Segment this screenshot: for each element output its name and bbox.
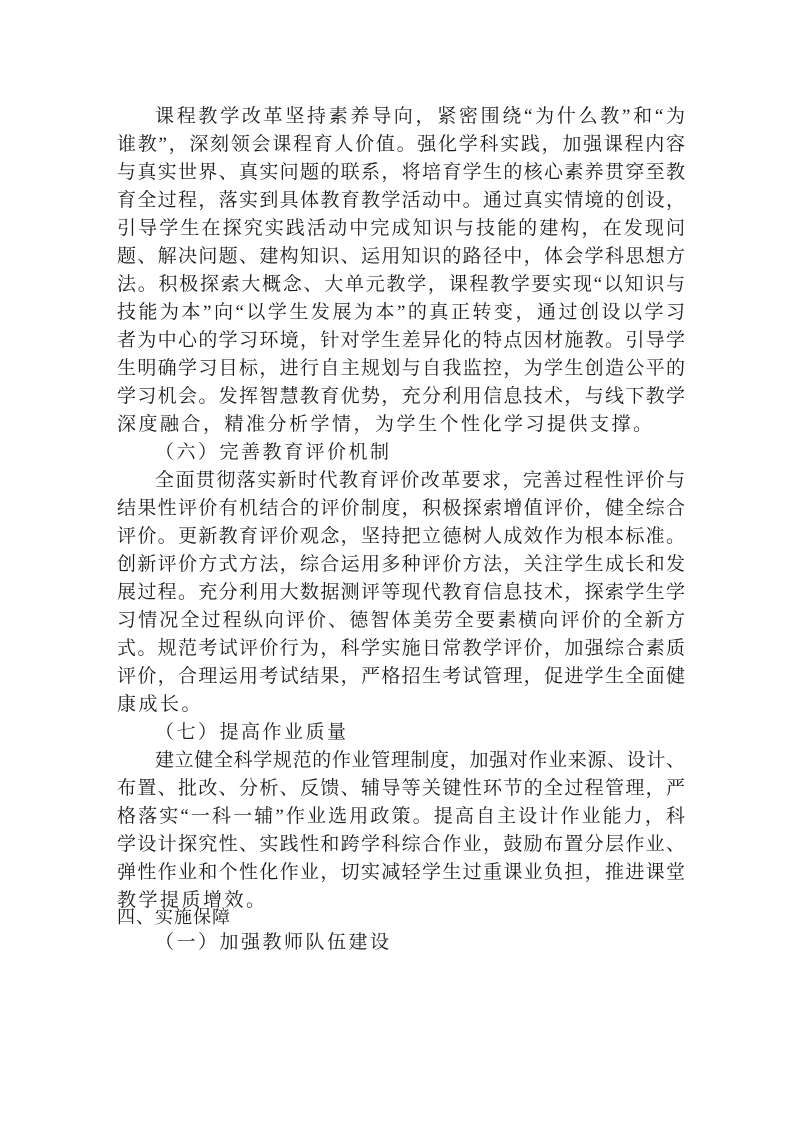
paragraph-line: 法。积极探索大概念、大单元教学，课程教学要实现“以知识与 xyxy=(117,274,685,295)
paragraph-line: 展过程。充分利用大数据测评等现代教育信息技术，探索学生学 xyxy=(117,582,685,603)
section-heading: 四、实施保障 xyxy=(117,907,231,927)
paragraph-line: 弹性作业和个性化作业，切实减轻学生过重课业负担，推进课堂 xyxy=(117,862,685,883)
document-body xyxy=(117,103,685,957)
paragraph-line: 引导学生在探究实践活动中完成知识与技能的建构，在发现问 xyxy=(117,218,685,239)
paragraph-line: 建立健全科学规范的作业管理制度，加强对作业来源、设计、 xyxy=(155,750,685,771)
paragraph-line: 习情况全过程纵向评价、德智体美劳全要素横向评价的全新方 xyxy=(117,610,685,631)
paragraph-line: 格落实“一科一辅”作业选用政策。提高自主设计作业能力，科 xyxy=(117,806,685,827)
paragraph-line: 康成长。 xyxy=(117,694,204,715)
paragraph-line: 技能为本”向“以学生发展为本”的真正转变，通过创设以学习 xyxy=(117,302,685,323)
paragraph-line: 与真实世界、真实问题的联系，将培育学生的核心素养贯穿至教 xyxy=(117,162,685,183)
paragraph-line: 全面贯彻落实新时代教育评价改革要求，完善过程性评价与 xyxy=(155,470,685,491)
paragraph-line: 深度融合，精准分析学情，为学生个性化学习提供支撑。 xyxy=(117,414,655,435)
paragraph-line: 学设计探究性、实践性和跨学科综合作业，鼓励布置分层作业、 xyxy=(117,834,685,855)
subsection-heading: （七）提高作业质量 xyxy=(155,722,349,743)
paragraph-line: 谁教”，深刻领会课程育人价值。强化学科实践，加强课程内容 xyxy=(117,134,685,155)
paragraph-line: 评价。更新教育评价观念，坚持把立德树人成效作为根本标准。 xyxy=(117,526,685,547)
paragraph-line: 式。规范考试评价行为，科学实施日常教学评价，加强综合素质 xyxy=(117,638,685,659)
paragraph-line: 创新评价方式方法，综合运用多种评价方法，关注学生成长和发 xyxy=(117,554,685,575)
paragraph-line: 教学提质增效。 xyxy=(117,890,268,911)
paragraph-line: 结果性评价有机结合的评价制度，积极探索增值评价，健全综合 xyxy=(117,498,685,519)
paragraph-line: 题、解决问题、建构知识、运用知识的路径中，体会学科思想方 xyxy=(117,246,685,267)
subsection-heading: （六）完善教育评价机制 xyxy=(155,442,392,463)
paragraph-line: 生明确学习目标，进行自主规划与自我监控，为学生创造公平的 xyxy=(117,358,685,379)
subsection-heading: （一）加强教师队伍建设 xyxy=(155,932,392,953)
paragraph-line: 育全过程，落实到具体教育教学活动中。通过真实情境的创设， xyxy=(117,190,685,211)
paragraph-line: 评价，合理运用考试结果，严格招生考试管理，促进学生全面健 xyxy=(117,666,685,687)
paragraph-line: 者为中心的学习环境，针对学生差异化的特点因材施教。引导学 xyxy=(117,330,685,351)
paragraph-line: 学习机会。发挥智慧教育优势，充分利用信息技术，与线下教学 xyxy=(117,386,685,407)
paragraph-line: 课程教学改革坚持素养导向，紧密围绕“为什么教”和“为 xyxy=(155,106,685,127)
paragraph-line: 布置、批改、分析、反馈、辅导等关键性环节的全过程管理，严 xyxy=(117,778,685,799)
